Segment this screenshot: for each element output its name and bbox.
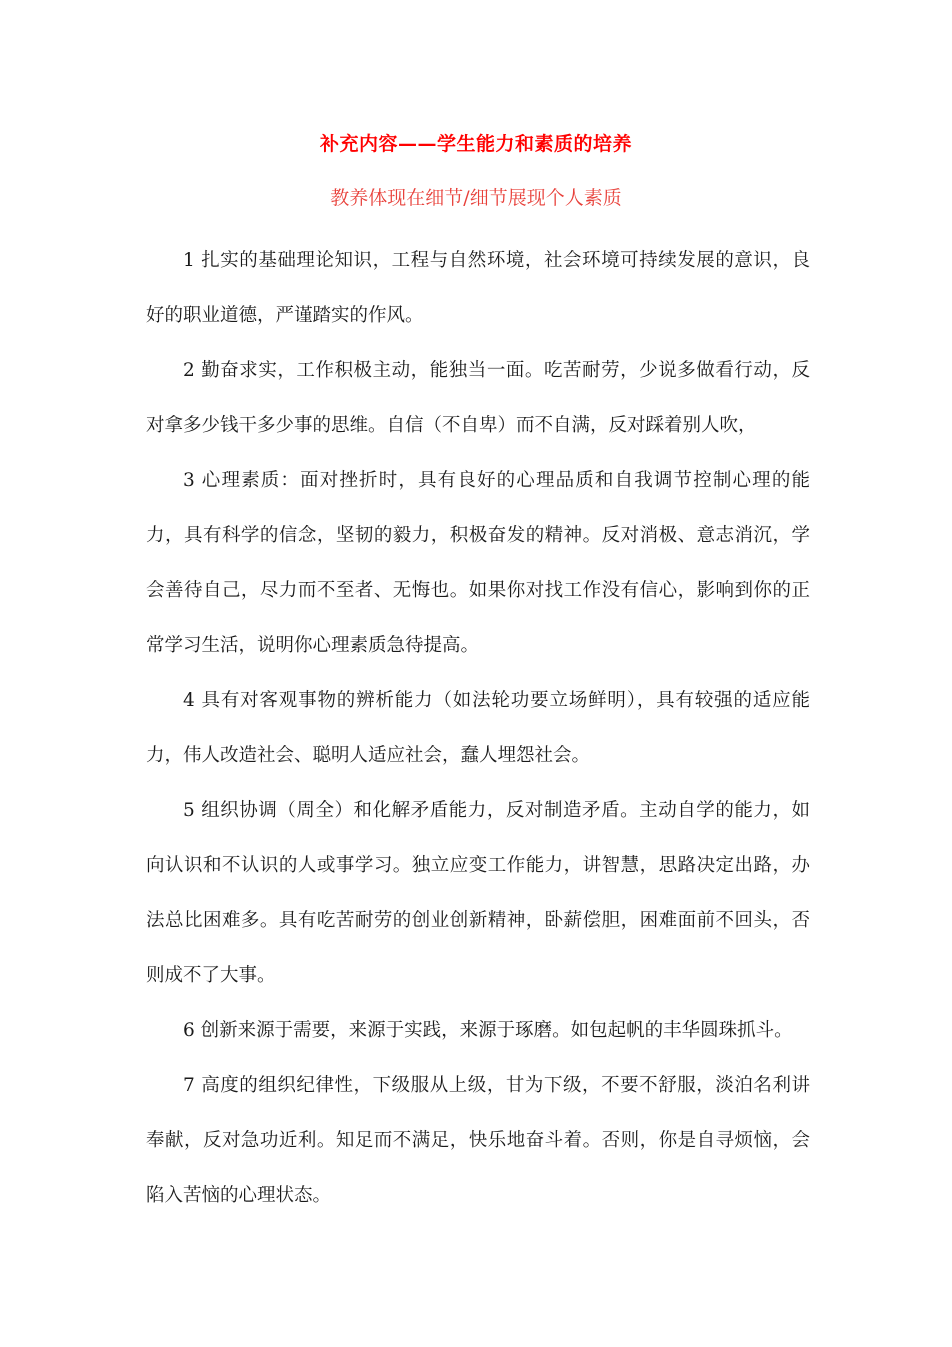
paragraph-3: 3 心理素质：面对挫折时，具有良好的心理品质和自我调节控制心理的能力，具有科学的信念，坚韧的毅力，积极奋发的精神。反对消极、意志消沉，学会善待自己，尽力而不至者、无悔也。如果你对找工作没有信心，影响到你的正常学习生活，说明你心理素质急待提高。 — [146, 470, 810, 656]
paragraph-5: 5 组织协调（周全）和化解矛盾能力，反对制造矛盾。主动自学的能力，如向认识和不认识的人或事学习。独立应变工作能力，讲智慧，思路决定出路，办法总比困难多。具有吃苦耐劳的创业创新精神，卧薪偿胆，困难面前不回头，否则成不了大事。 — [146, 800, 810, 986]
paragraph-6: 6 创新来源于需要，来源于实践，来源于琢磨。如包起帆的丰华圆珠抓斗。 — [183, 1020, 793, 1041]
paragraph-1: 1 扎实的基础理论知识，工程与自然环境，社会环境可持续发展的意识，良好的职业道德，严谨踏实的作风。 — [146, 250, 810, 326]
paragraph-7: 7 高度的组织纪律性，下级服从上级，甘为下级，不要不舒服，淡泊名利讲奉献，反对急功近利。知足而不满足，快乐地奋斗着。否则，你是自寻烦恼，会陷入苦恼的心理状态。 — [146, 1075, 810, 1206]
document-title: 补充内容——学生能力和素质的培养 — [319, 133, 632, 155]
document-body — [146, 233, 810, 1223]
paragraph-2: 2 勤奋求实，工作积极主动，能独当一面。吃苦耐劳，少说多做看行动，反对拿多少钱干多少事的思维。自信（不自卑）而不自满，反对踩着别人吹， — [146, 360, 810, 436]
paragraph-4: 4 具有对客观事物的辨析能力（如法轮功要立场鲜明），具有较强的适应能力，伟人改造社会、聪明人适应社会，蠢人埋怨社会。 — [146, 690, 810, 766]
document-subtitle: 教养体现在细节/细节展现个人素质 — [330, 187, 622, 209]
